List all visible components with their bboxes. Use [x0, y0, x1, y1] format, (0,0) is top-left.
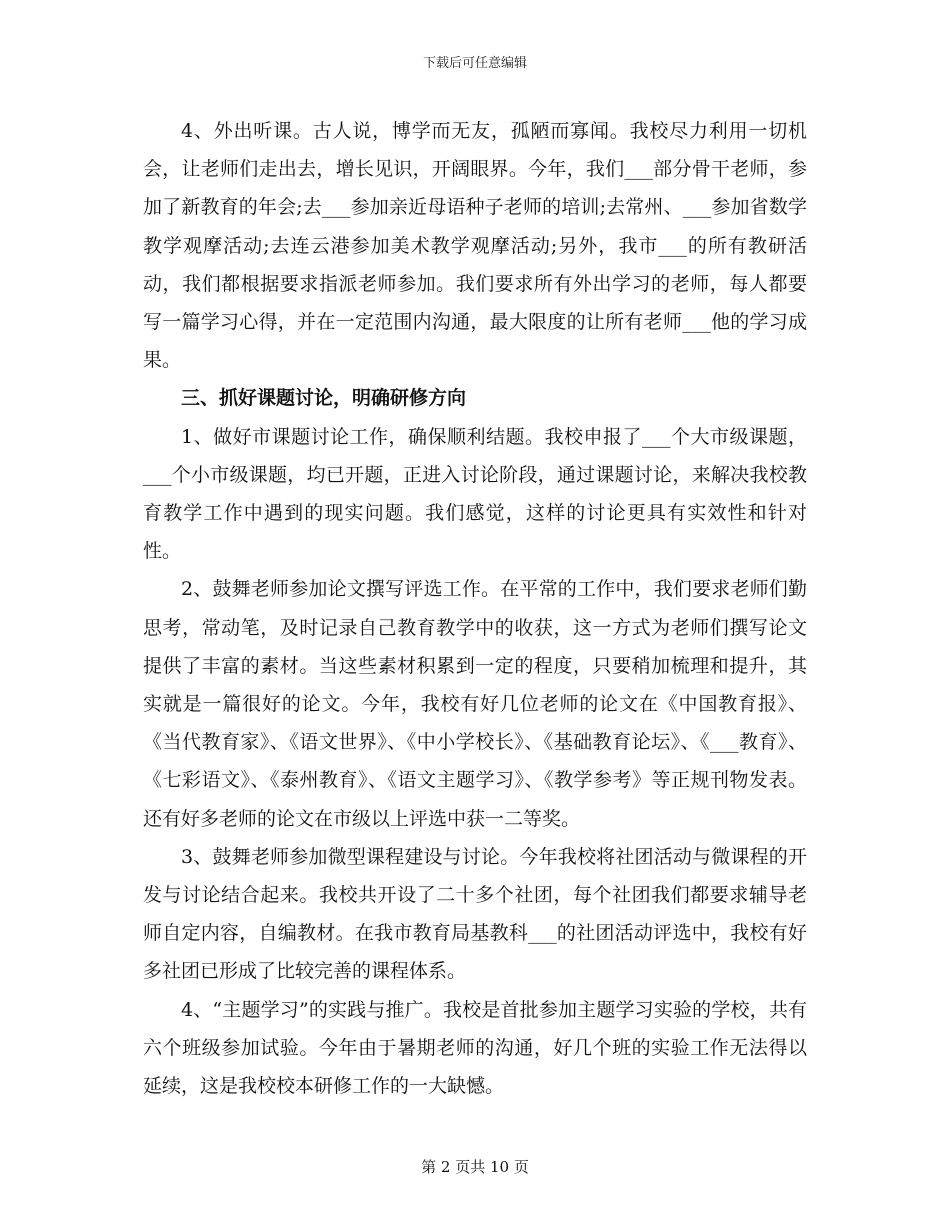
paragraph-theme-learning: 4、“主题学习”的实践与推广。我校是首批参加主题学习实验的学校，共有六个班级参加试验。今年由于暑期老师的沟通，好几个班的实验工作无法得以延续，这是我校校本研修工作的一大缺憾。	[143, 998, 807, 1098]
section-heading-research: 三、抓好课题讨论，明确研修方向	[181, 387, 467, 410]
document-body	[143, 112, 807, 1105]
paragraph-outside-lessons: 4、外出听课。古人说，博学而无友，孤陋而寡闻。我校尽力利用一切机会，让老师们走出去，增长见识，开阔眼界。今年，我们___部分骨干老师，参加了新教育的年会;去___参加亲近母语种子老师的培训;去常州、___参加省数学教学观摩活动;去连云港参加美术教学观摩活动;另外，我市___的所有教研活动，我们都根据要求指派老师参加。我们要求所有外出学习的老师，每人都要写一篇学习心得，并在一定范围内沟通，最大限度的让所有老师___他的学习成果。	[143, 120, 807, 372]
paragraph-city-topics: 1、做好市课题讨论工作，确保顺利结题。我校申报了___个大市级课题，___个小市级课题，均已开题，正进入讨论阶段，通过课题讨论，来解决我校教育教学工作中遇到的现实问题。我们感觉，这样的讨论更具有实效性和针对性。	[143, 425, 807, 563]
page-header: 下载后可任意编辑	[422, 56, 527, 71]
paragraph-paper-writing: 2、鼓舞老师参加论文撰写评选工作。在平常的工作中，我们要求老师们勤思考，常动笔，及时记录自己教育教学中的收获，这一方式为老师们撰写论文提供了丰富的素材。当这些素材积累到一定的程度，只要稍加梳理和提升，其实就是一篇很好的论文。今年，我校有好几位老师的论文在《中国教育报》、《当代教育家》、《语文世界》、《中小学校长》、《基础教育论坛》、《___教育》、《七彩语文》、《泰州教育》、《语文主题学习》、《教学参考》等正规刊物发表。还有好多老师的论文在市级以上评选中获一二等奖。	[143, 578, 807, 830]
page-footer: 第 2 页共 10 页	[421, 1158, 529, 1176]
paragraph-micro-courses: 3、鼓舞老师参加微型课程建设与讨论。今年我校将社团活动与微课程的开发与讨论结合起来。我校共开设了二十多个社团，每个社团我们都要求辅导老师自定内容，自编教材。在我市教育局基教科___的社团活动评选中，我校有好多社团已形成了比较完善的课程体系。	[143, 845, 807, 983]
